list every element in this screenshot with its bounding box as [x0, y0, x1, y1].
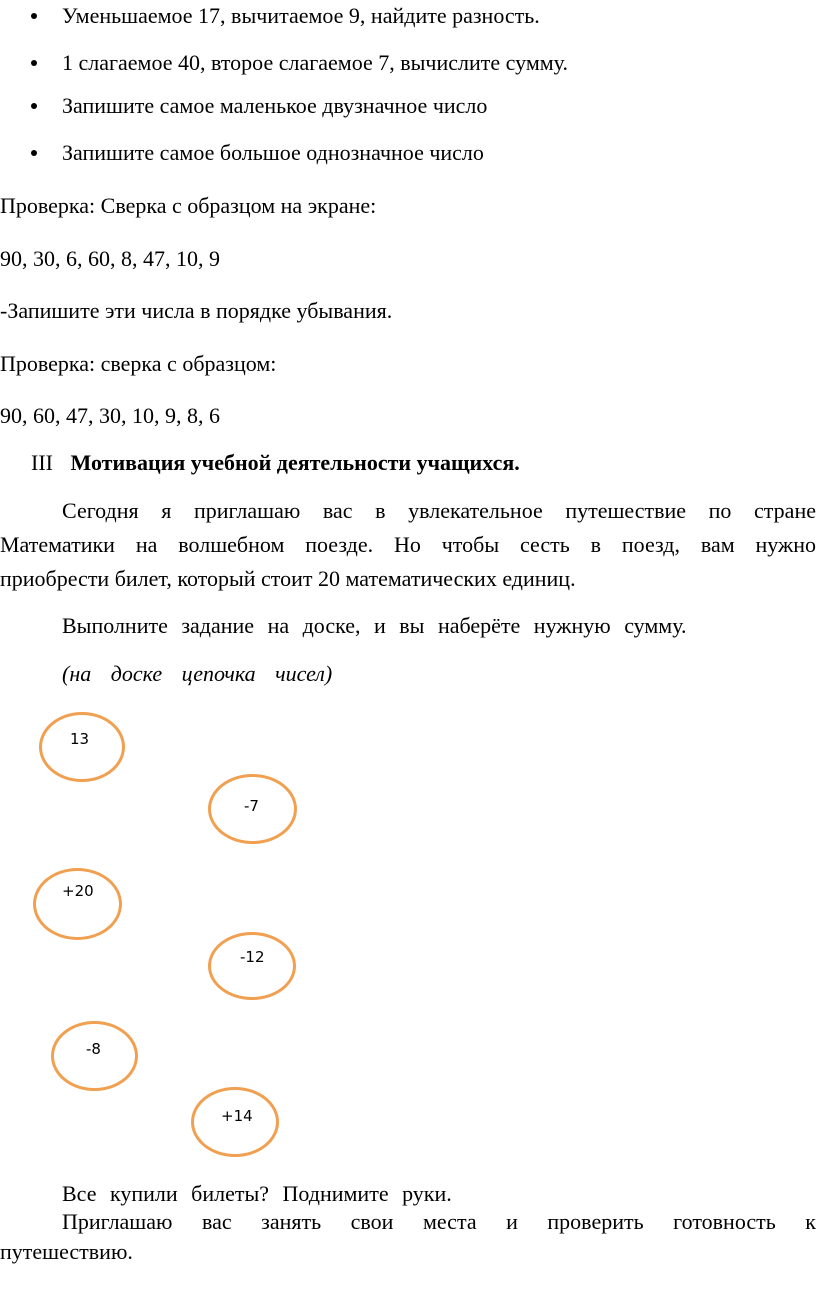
board-note: (на доске цепочка чисел) [62, 661, 333, 686]
journey-paragraph [0, 494, 816, 596]
numbers-sorted: 90, 60, 47, 30, 10, 9, 8, 6 [0, 403, 220, 428]
closing-paragraph [0, 1207, 816, 1267]
section-title: Мотивация учебной деятельности учащихся. [70, 450, 520, 475]
section-number: III [31, 450, 53, 475]
section-heading [31, 449, 520, 477]
chain-label: +20 [62, 882, 94, 900]
closing-question: Все купили билеты? Поднимите руки. [62, 1181, 452, 1206]
chain-label: -7 [244, 797, 259, 815]
paragraph-line: Сегодня я приглашаю вас в увлекательное путешествие по стране [62, 498, 816, 523]
bullet-text: Запишите самое большое однозначное число [62, 140, 484, 165]
chain-circle [208, 932, 296, 1000]
bullet-dot [31, 13, 37, 19]
chain-label: +14 [221, 1107, 253, 1125]
paragraph-line: путешествию. [0, 1239, 133, 1264]
bullet-dot [31, 150, 37, 156]
paragraph-line: приобрести билет, который стоит 20 математических единиц. [0, 566, 576, 591]
order-task: -Запишите эти числа в порядке убывания. [0, 298, 393, 323]
bullet-text: Уменьшаемое 17, вычитаемое 9, найдите разность. [62, 3, 540, 28]
check-label: Проверка: сверка с образцом: [0, 351, 277, 376]
chain-label: 13 [70, 730, 90, 748]
bullet-text: 1 слагаемое 40, второе слагаемое 7, вычислите сумму. [62, 50, 568, 75]
numbers-sequence: 90, 30, 6, 60, 8, 47, 10, 9 [0, 246, 220, 271]
board-task: Выполните задание на доске, и вы наберёте нужную сумму. [62, 613, 687, 638]
check-label: Проверка: Сверка с образцом на экране: [0, 193, 377, 218]
paragraph-line: Математики на волшебном поезде. Но чтобы сесть в поезд, вам нужно [0, 532, 816, 557]
paragraph-line: Приглашаю вас занять свои места и проверить готовность к [62, 1209, 816, 1234]
chain-label: -8 [86, 1040, 101, 1058]
bullet-dot [31, 60, 37, 66]
bullet-dot [31, 103, 37, 109]
chain-label: -12 [240, 948, 265, 966]
bullet-text: Запишите самое маленькое двузначное число [62, 93, 488, 118]
chain-circle [33, 868, 122, 940]
